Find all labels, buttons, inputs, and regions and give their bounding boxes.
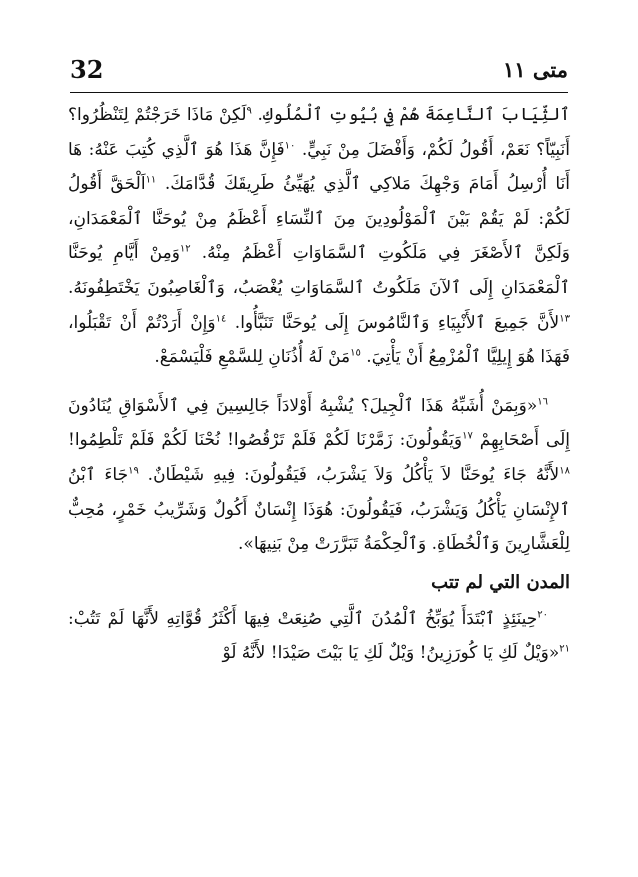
verse-number: ١٠ <box>284 139 296 151</box>
paragraph-gap <box>68 375 570 389</box>
paragraph <box>68 389 570 562</box>
verse-number: ١٨ <box>559 465 570 477</box>
verse-number: ١١ <box>145 174 157 186</box>
verse-number: ٢١ <box>559 643 570 655</box>
page-header <box>70 50 568 88</box>
verse-text: مَنْ لَهُ أُذُنَانِ لِلسَّمْعِ فَلْيَسْمَعْ. <box>154 347 351 368</box>
verse-number: ١٢ <box>179 243 191 255</box>
paragraph <box>68 602 570 671</box>
section-heading: المدن التي لم تتب <box>431 571 570 593</box>
verse-number: ١٥ <box>350 347 361 359</box>
verse-text: لأَنَّ جَمِيعَ ٱلأَنْبِيَاءِ وَٱلنَّامُوسَ إِلَى يُوحَنَّا تَنَبَّأُوا. <box>226 312 560 333</box>
page-number: 32 <box>70 54 104 84</box>
verse-text: لأَنَّهُ جَاءَ يُوحَنَّا لاَ يَأْكُلُ وَلاَ يَشْرَبُ، فَيَقُولُونَ: فِيهِ شَيْطَانٌ. <box>138 464 560 485</box>
verse-text: ٱلثِّيَابَ ٱلنَّاعِمَةَ هُمْ فِي بُيُوتِ ٱلْمُلُوكِ. <box>251 105 570 125</box>
verse-text: جَاءَ ٱبْنُ ٱلإِنْسَانِ يَأْكُلُ وَيَشْرَبُ، فَيَقُولُونَ: هُوَذَا إِنْسَانٌ أَكُولٌ وَشَرِّيبُ خَمْرٍ، مُحِبٌّ لِلْعَشَّارِينَ وَٱلْخُطَاةِ. وَٱلْحِكْمَةُ تَبَرَّرَتْ مِنْ بَنِيهَا». <box>68 464 570 555</box>
verse-number: ١٦ <box>537 396 548 408</box>
verse-text: اَلْحَقَّ أَقُولُ لَكُمْ: لَمْ يَقُمْ بَيْنَ ٱلْمَوْلُودِينَ مِنَ ٱلنِّسَاءِ أَعْظَمُ مِنْ يُوحَنَّا ٱلْمَعْمَدَانِ، وَلَكِنَّ ٱلأَصْغَرَ فِي مَلَكُوتِ ٱلسَّمَاوَاتِ أَعْظَمُ مِنْهُ. <box>68 174 570 264</box>
verse-text: لَكِنْ مَاذَا خَرَجْتُمْ لِتَنْظُرُوا؟ أَنَبِيّاً؟ نَعَمْ، أَقُولُ لَكُمْ، وَأَفْضَلَ مِنْ نَبِيٍّ. <box>68 105 570 160</box>
verse-number: ١٧ <box>462 430 473 442</box>
header-rule <box>70 92 568 93</box>
verse-text: «وَيْلٌ لَكِ يَا كُورَزِينُ! وَيْلٌ لَكِ يَا بَيْتَ صَيْدَا! لأَنَّهُ لَوْ <box>222 643 560 664</box>
verse-number: ٩ <box>246 105 252 117</box>
verse-text: «وَبِمَنْ أُشَبِّهُ هَذَا ٱلْجِيلَ؟ يُشْبِهُ أَوْلادَاً جَالِسِينَ فِي ٱلأَسْوَاقِ يُنَادُونَ إِلَى أَصْحَابِهِمْ <box>68 395 570 451</box>
page-body <box>68 98 570 847</box>
verse-text: وَيَقُولُونَ: زَمَّرْنَا لَكُمْ فَلَمْ تَرْقُصُوا! نُحْنَا لَكُمْ فَلَمْ تَلْطِمُوا! <box>68 430 463 451</box>
verse-number: ١٤ <box>215 312 227 324</box>
verse-number: ٢٠ <box>537 609 548 621</box>
verse-text: فَإِنَّ هَذَا هُوَ ٱلَّذِي كُتِبَ عَنْهُ: هَا أَنَا أُرْسِلُ أَمَامَ وَجْهِكَ مَلاكِي ٱلَّذِي يُهَيِّئُ طَرِيقَكَ قُدَّامَكَ. <box>68 139 570 195</box>
verse-number: ١٣ <box>559 312 570 324</box>
verse-text: حِينَئِذٍ ٱبْتَدَأَ يُوَبِّخُ ٱلْمُدُنَ ٱلَّتِي صُنِعَتْ فِيهَا أَكْثَرُ قُوَّاتِهِ لأَنَّهَا لَمْ تَتُبْ: <box>68 608 538 629</box>
running-head: متى ١١ <box>503 56 568 82</box>
paragraph <box>68 98 570 375</box>
verse-text: وَإِنْ أَرَدْتُمْ أَنْ تَقْبَلُوا، فَهَذَا هُوَ إِيلِيَّا ٱلْمُزْمِعُ أَنْ يَأْتِيَ. <box>68 312 570 368</box>
verse-number: ١٩ <box>128 465 139 477</box>
verse-text: وَمِنْ أَيَّامِ يُوحَنَّا ٱلْمَعْمَدَانِ إِلَى ٱلآنَ مَلَكُوتُ ٱلسَّمَاوَاتِ يُغْصَبُ، وَٱلْغَاصِبُونَ يَخْتَطِفُونَهُ. <box>68 243 570 298</box>
